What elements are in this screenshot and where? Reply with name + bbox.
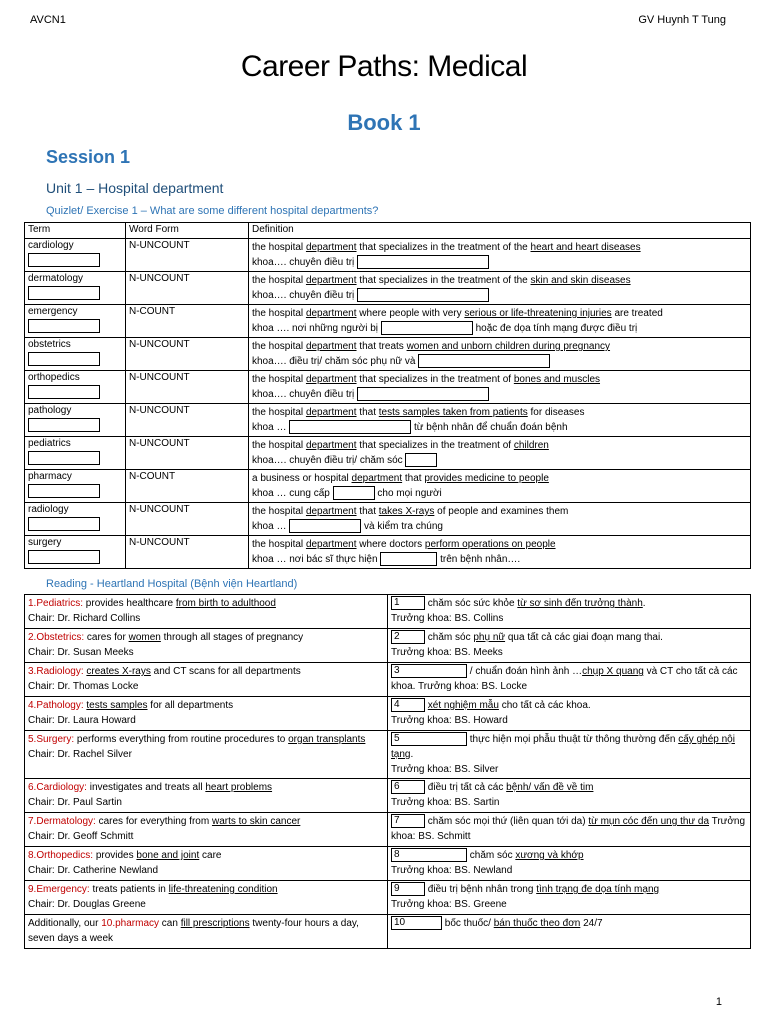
definition-en [252, 372, 747, 387]
word-form-text: N-UNCOUNT [129, 438, 190, 449]
chair-text: Trưởng khoa: BS. Newland [391, 865, 513, 876]
text: chăm sóc mọi thứ (liên quan tới da) [427, 816, 589, 827]
keyword: provides medicine to people [424, 473, 549, 484]
word-form-cell [126, 239, 249, 272]
text: can [159, 918, 181, 929]
word-form-text: N-COUNT [129, 306, 176, 317]
keyword: tests samples [86, 700, 148, 711]
term-text: obstetrics [28, 339, 71, 350]
text: for diseases [527, 407, 585, 418]
text: are treated [611, 308, 663, 319]
text: the hospital [252, 308, 306, 319]
word-form-text: N-UNCOUNT [129, 405, 190, 416]
definition-answer-box[interactable] [333, 486, 375, 500]
text: that treats [356, 341, 407, 352]
keyword: chụp X quang [582, 666, 644, 677]
chair-text: Trưởng khoa: BS. Collins [391, 613, 504, 624]
text: qua tất cả các giai đoạn mang thai. [505, 632, 663, 643]
text: of people and examines them [434, 506, 569, 517]
definition-en [252, 405, 747, 420]
dept-number: 5. [28, 734, 37, 745]
definition-vn [252, 486, 747, 501]
dept-number: 3. [28, 666, 37, 677]
reading-en-cell [25, 663, 388, 697]
text: the hospital [252, 539, 306, 550]
term-cell [25, 404, 126, 437]
text: bốc thuốc/ [444, 918, 494, 929]
text: thực hiện mọi phẫu thuật từ thông thường đến [469, 734, 679, 745]
text: trên bệnh nhân…. [440, 554, 521, 565]
keyword: serious or life-threatening injuries [464, 308, 612, 319]
text: / chuẩn đoán hình ảnh … [469, 666, 583, 677]
definition-answer-box[interactable] [380, 552, 437, 566]
text: cares for everything from [95, 816, 212, 827]
word-form-cell [126, 503, 249, 536]
text: khoa…. chuyên điều trị [252, 290, 355, 301]
text: a business or hospital [252, 473, 352, 484]
definition-vn [252, 420, 747, 435]
reading-vn-cell [388, 847, 751, 881]
dept-name: Radiology: [36, 666, 84, 677]
reading-vn-cell [388, 779, 751, 813]
definition-en [252, 471, 747, 486]
text: the hospital [252, 275, 306, 286]
chair-text: Trưởng khoa: BS. Silver [391, 764, 499, 775]
text: the hospital [252, 407, 306, 418]
definition-cell [249, 239, 751, 272]
keyword: bệnh/ vấn đề về tim [506, 782, 594, 793]
reading-vn-cell [388, 813, 751, 847]
header-right: GV Huynh T Tung [638, 14, 726, 26]
definition-cell [249, 404, 751, 437]
keyword: bones and muscles [513, 374, 601, 385]
text: và CT cho tất cả các khoa. Trưởng khoa: BS. Locke [391, 666, 738, 692]
reading-vn-cell [388, 663, 751, 697]
answer-number-box[interactable]: 5 [391, 732, 467, 746]
text: khoa …. nơi những người bị [252, 323, 379, 334]
definition-answer-box[interactable] [289, 519, 361, 533]
dept-name: Pathology: [36, 700, 84, 711]
word-form-cell [126, 305, 249, 338]
definition-vn [252, 354, 747, 369]
unit-title: Unit 1 – Hospital department [46, 180, 224, 196]
word-form-text: N-UNCOUNT [129, 339, 190, 350]
chair-text: Chair: Dr. Thomas Locke [28, 681, 139, 692]
dept-name: Cardiology: [36, 782, 87, 793]
reading-vn-cell [388, 697, 751, 731]
text: khoa…. điều trị/ chăm sóc phụ nữ và [252, 356, 416, 367]
reading-en-cell [25, 779, 388, 813]
dept-number: 7. [28, 816, 37, 827]
keyword: life-threatening condition [168, 884, 278, 895]
text: twenty-four hours a day, seven days a week [28, 918, 359, 944]
text: khoa…. chuyên điều trị [252, 389, 355, 400]
word-form-text: N-UNCOUNT [129, 372, 190, 383]
reading-vn-cell [388, 629, 751, 663]
word-form-text: N-UNCOUNT [129, 240, 190, 251]
text: that specializes in the treatment of [356, 440, 514, 451]
keyword: bone and joint [136, 850, 200, 861]
text: that [356, 506, 379, 517]
text: treats patients in [89, 884, 169, 895]
keyword: phụ nữ [473, 632, 506, 643]
text: provides [93, 850, 137, 861]
text: . [410, 749, 414, 760]
dept-number: 1. [28, 598, 37, 609]
keyword: department [305, 242, 357, 253]
term-answer-box[interactable] [28, 517, 100, 531]
text: chăm sóc [427, 632, 474, 643]
term-cell [25, 470, 126, 503]
text: the hospital [252, 341, 306, 352]
text: khoa…. chuyên điều trị [252, 257, 355, 268]
reading-en-cell [25, 629, 388, 663]
definition-answer-box[interactable] [381, 321, 473, 335]
text: cares for [84, 632, 129, 643]
text: that specializes in the treatment of the [356, 275, 531, 286]
keyword: department [305, 539, 357, 550]
definition-answer-box[interactable] [405, 453, 437, 467]
text: the hospital [252, 374, 306, 385]
vocab-row [25, 470, 751, 503]
definition-cell [249, 503, 751, 536]
definition-vn [252, 387, 747, 402]
definition-vn [252, 255, 747, 270]
text: provides healthcare [83, 598, 176, 609]
keyword: tests samples taken from patients [378, 407, 528, 418]
text: khoa … cung cấp [252, 488, 330, 499]
chair-text: Chair: Dr. Douglas Greene [28, 899, 146, 910]
vocab-row [25, 503, 751, 536]
definition-cell [249, 470, 751, 503]
reading-row [25, 595, 751, 629]
dept-number: 9. [28, 884, 37, 895]
keyword: từ mụn cóc đến ung thư da [588, 816, 710, 827]
text: where people with very [356, 308, 465, 319]
chair-text: Chair: Dr. Laura Howard [28, 715, 136, 726]
reading-row [25, 915, 751, 949]
term-cell [25, 371, 126, 404]
dept-name: Pediatrics: [36, 598, 84, 609]
answer-number-box[interactable]: 10 [391, 916, 442, 930]
term-text: orthopedics [28, 372, 80, 383]
text: and CT scans for all departments [150, 666, 301, 677]
text: và kiểm tra chúng [364, 521, 443, 532]
reading-en-cell [25, 847, 388, 881]
text: the hospital [252, 440, 306, 451]
keyword: department [305, 374, 357, 385]
vocab-row [25, 437, 751, 470]
keyword: department [305, 275, 357, 286]
text: that [356, 407, 379, 418]
reading-row [25, 697, 751, 731]
keyword: from birth to adulthood [175, 598, 276, 609]
definition-vn [252, 288, 747, 303]
definition-vn [252, 519, 747, 534]
reading-row [25, 779, 751, 813]
keyword: tình trạng đe dọa tính mạng [536, 884, 660, 895]
text: performs everything from routine procedures to [74, 734, 289, 745]
answer-number-box[interactable]: 6 [391, 780, 425, 794]
keyword: department [305, 506, 357, 517]
term-answer-box[interactable] [28, 451, 100, 465]
keyword: department [351, 473, 403, 484]
definition-en [252, 537, 747, 552]
definition-cell [249, 437, 751, 470]
reading-en-cell [25, 915, 388, 949]
reading-row [25, 629, 751, 663]
chair-text: Chair: Dr. Susan Meeks [28, 647, 134, 658]
dept-name: Orthopedics: [36, 850, 94, 861]
word-form-cell [126, 272, 249, 305]
dept-number: 4. [28, 700, 37, 711]
definition-answer-box[interactable] [418, 354, 550, 368]
reading-en-cell [25, 595, 388, 629]
reading-vn-cell [388, 915, 751, 949]
term-answer-box[interactable] [28, 286, 100, 300]
chair-text: Chair: Dr. Rachel Silver [28, 749, 132, 760]
chair-text: Chair: Dr. Geoff Schmitt [28, 831, 134, 842]
answer-number-box[interactable]: 2 [391, 630, 425, 644]
reading-en-cell [25, 731, 388, 779]
text: through all stages of pregnancy [160, 632, 304, 643]
definition-cell [249, 272, 751, 305]
vocab-row [25, 338, 751, 371]
text: that specializes in the treatment of [356, 374, 514, 385]
reading-en-cell [25, 881, 388, 915]
keyword: department [305, 308, 357, 319]
keyword: warts to skin cancer [211, 816, 301, 827]
text: Additionally, our [28, 918, 102, 929]
definition-answer-box[interactable] [289, 420, 411, 434]
answer-number-box[interactable]: 8 [391, 848, 467, 862]
definition-en [252, 240, 747, 255]
dept-name: Emergency: [36, 884, 90, 895]
term-answer-box[interactable] [28, 484, 100, 498]
term-cell [25, 437, 126, 470]
definition-cell [249, 305, 751, 338]
page-title: Career Paths: Medical [240, 50, 528, 83]
dept-number: 2. [28, 632, 37, 643]
text: cho mọi người [377, 488, 442, 499]
keyword: skin and skin diseases [530, 275, 631, 286]
definition-answer-box[interactable] [357, 255, 489, 269]
text: for all departments [147, 700, 234, 711]
text: hoặc đe dọa tính mạng được điều trị [475, 323, 638, 334]
reading-title: Reading - Heartland Hospital (Bệnh viện Heartland) [46, 578, 298, 590]
term-text: pathology [28, 405, 72, 416]
header-left: AVCN1 [30, 14, 66, 26]
chair-text: Chair: Dr. Paul Sartin [28, 797, 122, 808]
keyword: department [305, 440, 357, 451]
answer-number-box[interactable]: 3 [391, 664, 467, 678]
term-text: dermatology [28, 273, 84, 284]
keyword: creates X-rays [86, 666, 151, 677]
term-answer-box[interactable] [28, 319, 100, 333]
vocab-row [25, 371, 751, 404]
word-form-cell [126, 470, 249, 503]
dept-name: Obstetrics: [36, 632, 85, 643]
definition-vn [252, 552, 747, 567]
text: 24/7 [580, 918, 603, 929]
text: chăm sóc [469, 850, 516, 861]
reading-row [25, 847, 751, 881]
keyword: xương và khớp [515, 850, 584, 861]
vocab-header-row [25, 223, 751, 239]
term-cell [25, 272, 126, 305]
text: khoa…. chuyên điều trị/ chăm sóc [252, 455, 403, 466]
text: the hospital [252, 242, 306, 253]
keyword: bán thuốc theo đơn [493, 918, 581, 929]
keyword: fill prescriptions [180, 918, 250, 929]
definition-cell [249, 536, 751, 569]
session-title: Session 1 [46, 147, 131, 167]
term-cell [25, 338, 126, 371]
text: khoa … [252, 521, 287, 532]
keyword: department [305, 407, 357, 418]
keyword: organ transplants [288, 734, 366, 745]
text: cho tất cả các khoa. [498, 700, 591, 711]
text: khoa … [252, 422, 287, 433]
keyword: children [513, 440, 549, 451]
definition-answer-box[interactable] [357, 288, 489, 302]
keyword: xét nghiệm mẫu [427, 700, 499, 711]
reading-row [25, 663, 751, 697]
term-cell [25, 305, 126, 338]
word-form-cell [126, 404, 249, 437]
vocab-table [24, 222, 751, 569]
vocab-row [25, 272, 751, 305]
definition-cell [249, 371, 751, 404]
definition-answer-box[interactable] [357, 387, 489, 401]
dept-name: 10.pharmacy [101, 918, 160, 929]
dept-number: 6. [28, 782, 37, 793]
text: care [199, 850, 222, 861]
definition-vn [252, 453, 747, 468]
answer-number-box[interactable]: 7 [391, 814, 425, 828]
definition-cell [249, 338, 751, 371]
word-form-text: N-UNCOUNT [129, 273, 190, 284]
col-term: Term [25, 223, 126, 239]
reading-row [25, 813, 751, 847]
dept-name: Dermatology: [36, 816, 96, 827]
term-answer-box[interactable] [28, 385, 100, 399]
keyword: perform operations on people [424, 539, 556, 550]
text: điều trị bệnh nhân trong [427, 884, 537, 895]
text: . [642, 598, 646, 609]
text: investigates and treats all [86, 782, 206, 793]
term-cell [25, 503, 126, 536]
word-form-cell [126, 338, 249, 371]
chair-text: Trưởng khoa: BS. Greene [391, 899, 507, 910]
term-text: emergency [28, 306, 78, 317]
page-number: 1 [715, 996, 722, 1008]
keyword: từ sơ sinh đến trưởng thành [517, 598, 643, 609]
term-text: pediatrics [28, 438, 71, 449]
reading-vn-cell [388, 881, 751, 915]
text: that [402, 473, 425, 484]
reading-vn-cell [388, 731, 751, 779]
term-answer-box[interactable] [28, 550, 100, 564]
term-cell [25, 239, 126, 272]
term-text: cardiology [28, 240, 74, 251]
chair-text: Chair: Dr. Richard Collins [28, 613, 141, 624]
reading-row [25, 731, 751, 779]
vocab-row [25, 305, 751, 338]
word-form-cell [126, 536, 249, 569]
keyword: women and unborn children during pregnancy [406, 341, 611, 352]
vocab-row [25, 536, 751, 569]
term-answer-box[interactable] [28, 253, 100, 267]
word-form-cell [126, 437, 249, 470]
chair-text: Trưởng khoa: BS. Meeks [391, 647, 503, 658]
text: Trưởng khoa: BS. Schmitt [391, 816, 746, 842]
keyword: heart and heart diseases [530, 242, 641, 253]
reading-en-cell [25, 697, 388, 731]
text: where doctors [356, 539, 425, 550]
term-text: pharmacy [28, 471, 72, 482]
reading-row [25, 881, 751, 915]
reading-vn-cell [388, 595, 751, 629]
definition-vn [252, 321, 747, 336]
keyword: department [305, 341, 357, 352]
text: khoa … nơi bác sĩ thực hiện [252, 554, 378, 565]
term-answer-box[interactable] [28, 418, 100, 432]
answer-number-box[interactable]: 9 [391, 882, 425, 896]
text: that specializes in the treatment of the [356, 242, 531, 253]
definition-en [252, 273, 747, 288]
text: điều trị tất cả các [427, 782, 507, 793]
col-definition: Definition [249, 223, 751, 239]
dept-name: Surgery: [36, 734, 75, 745]
vocab-row [25, 239, 751, 272]
keyword: cấy ghép nội tạng [391, 734, 735, 760]
term-answer-box[interactable] [28, 352, 100, 366]
word-form-cell [126, 371, 249, 404]
quiz-title: Quizlet/ Exercise 1 – What are some different hospital departments? [46, 205, 379, 217]
word-form-text: N-UNCOUNT [129, 504, 190, 515]
chair-text: Trưởng khoa: BS. Howard [391, 715, 508, 726]
keyword: takes X-rays [378, 506, 435, 517]
answer-number-box[interactable]: 1 [391, 596, 425, 610]
definition-en [252, 339, 747, 354]
vocab-row [25, 404, 751, 437]
definition-en [252, 504, 747, 519]
reading-table [24, 594, 751, 949]
chair-text: Chair: Dr. Catherine Newland [28, 865, 159, 876]
chair-text: Trưởng khoa: BS. Sartin [391, 797, 500, 808]
word-form-text: N-UNCOUNT [129, 537, 190, 548]
keyword: heart problems [205, 782, 273, 793]
definition-en [252, 438, 747, 453]
word-form-text: N-COUNT [129, 471, 176, 482]
term-text: surgery [28, 537, 62, 548]
keyword: women [128, 632, 161, 643]
term-cell [25, 536, 126, 569]
definition-en [252, 306, 747, 321]
col-word-form: Word Form [126, 223, 249, 239]
answer-number-box[interactable]: 4 [391, 698, 425, 712]
text: the hospital [252, 506, 306, 517]
text: chăm sóc sức khỏe [427, 598, 518, 609]
term-text: radiology [28, 504, 69, 515]
text: từ bệnh nhân để chuẩn đoán bệnh [414, 422, 568, 433]
dept-number: 8. [28, 850, 37, 861]
reading-en-cell [25, 813, 388, 847]
book-title: Book 1 [347, 110, 421, 135]
